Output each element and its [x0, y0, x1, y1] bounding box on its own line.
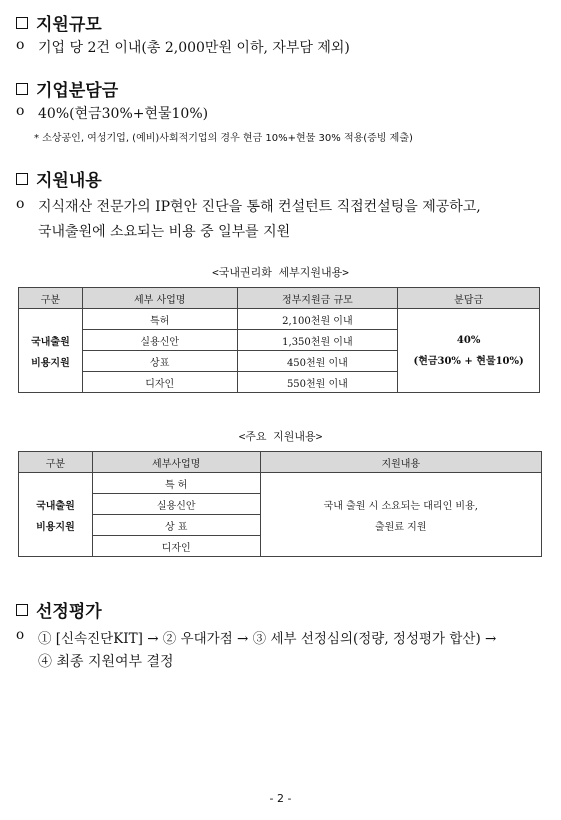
- bullet: o: [16, 103, 25, 119]
- header-category: 구분: [19, 452, 93, 473]
- program-amount: 1,350천원 이내: [237, 330, 398, 351]
- group-cell: 국내출원 비용지원: [19, 473, 93, 557]
- content-cell: 국내 출원 시 소요되는 대리인 비용, 출원료 지원: [260, 473, 541, 557]
- table1-caption: <국내권리화 세부지원내용>: [212, 266, 349, 279]
- section-heading-evaluation: 선정평가: [16, 597, 102, 622]
- checkbox-square-icon: [16, 83, 28, 95]
- section-heading-scale: 지원규모: [16, 10, 102, 35]
- evaluation-line-1: [16, 627, 496, 647]
- evaluation-text-2: ④ 최종 지원여부 결정: [38, 654, 174, 670]
- bullet: o: [16, 37, 25, 53]
- section-heading-share: 기업분담금: [16, 76, 118, 101]
- table-row: [19, 309, 540, 330]
- program-name: 상표: [82, 351, 237, 372]
- share-cell: 40% (현금30% + 현물10%): [398, 309, 540, 393]
- table-header-row: [19, 452, 542, 473]
- table-row: [19, 473, 542, 494]
- section-heading-content: 지원내용: [16, 166, 102, 191]
- program-name: 특허: [82, 309, 237, 330]
- content-text-2: 국내출원에 소요되는 비용 중 일부를 지원: [38, 224, 291, 240]
- checkbox-square-icon: [16, 17, 28, 29]
- program-name: 실용신안: [82, 330, 237, 351]
- share-line: [16, 103, 208, 123]
- checkbox-square-icon: [16, 604, 28, 616]
- domestic-support-table: [18, 287, 540, 393]
- program-amount: 550천원 이내: [237, 372, 398, 393]
- content-text-1: 지식재산 전문가의 IP현안 진단을 통해 컨설턴트 직접컨설팅을 제공하고,: [38, 199, 481, 215]
- content-line-2: [38, 221, 290, 241]
- program-name: 디자인: [82, 372, 237, 393]
- table-header-row: [19, 288, 540, 309]
- share-note: * 소상공인, 여성기업, (예비)사회적기업의 경우 현금 10%+현물 30% 적용(증빙 제출): [34, 133, 413, 144]
- checkbox-square-icon: [16, 173, 28, 185]
- group-cell: 국내출원 비용지원: [19, 309, 83, 393]
- evaluation-line-2: [38, 651, 174, 671]
- bullet: o: [16, 196, 25, 212]
- header-content: 지원내용: [260, 452, 541, 473]
- page-number: - 2 -: [269, 792, 292, 805]
- header-amount: 정부지원금 규모: [237, 288, 398, 309]
- header-program: 세부 사업명: [82, 288, 237, 309]
- evaluation-text-1: ① [신속진단KIT] → ② 우대가점 → ③ 세부 선정심의(정량, 정성평가 합산) →: [38, 631, 497, 647]
- bullet: o: [16, 627, 25, 643]
- share-text: 40%(현금30%+현물10%): [38, 106, 209, 122]
- program-amount: 2,100천원 이내: [237, 309, 398, 330]
- program-name: 상 표: [92, 515, 260, 536]
- content-line-1: [16, 196, 481, 216]
- main-support-table: [18, 451, 542, 557]
- program-name: 디자인: [92, 536, 260, 557]
- scale-text: 기업 당 2건 이내(총 2,000만원 이하, 자부담 제외): [38, 40, 350, 56]
- scale-line: [16, 37, 350, 57]
- program-amount: 450천원 이내: [237, 351, 398, 372]
- program-name: 특 허: [92, 473, 260, 494]
- header-category: 구분: [19, 288, 83, 309]
- header-program: 세부사업명: [92, 452, 260, 473]
- header-share: 분담금: [398, 288, 540, 309]
- table2-caption: <주요 지원내용>: [238, 430, 323, 443]
- program-name: 실용신안: [92, 494, 260, 515]
